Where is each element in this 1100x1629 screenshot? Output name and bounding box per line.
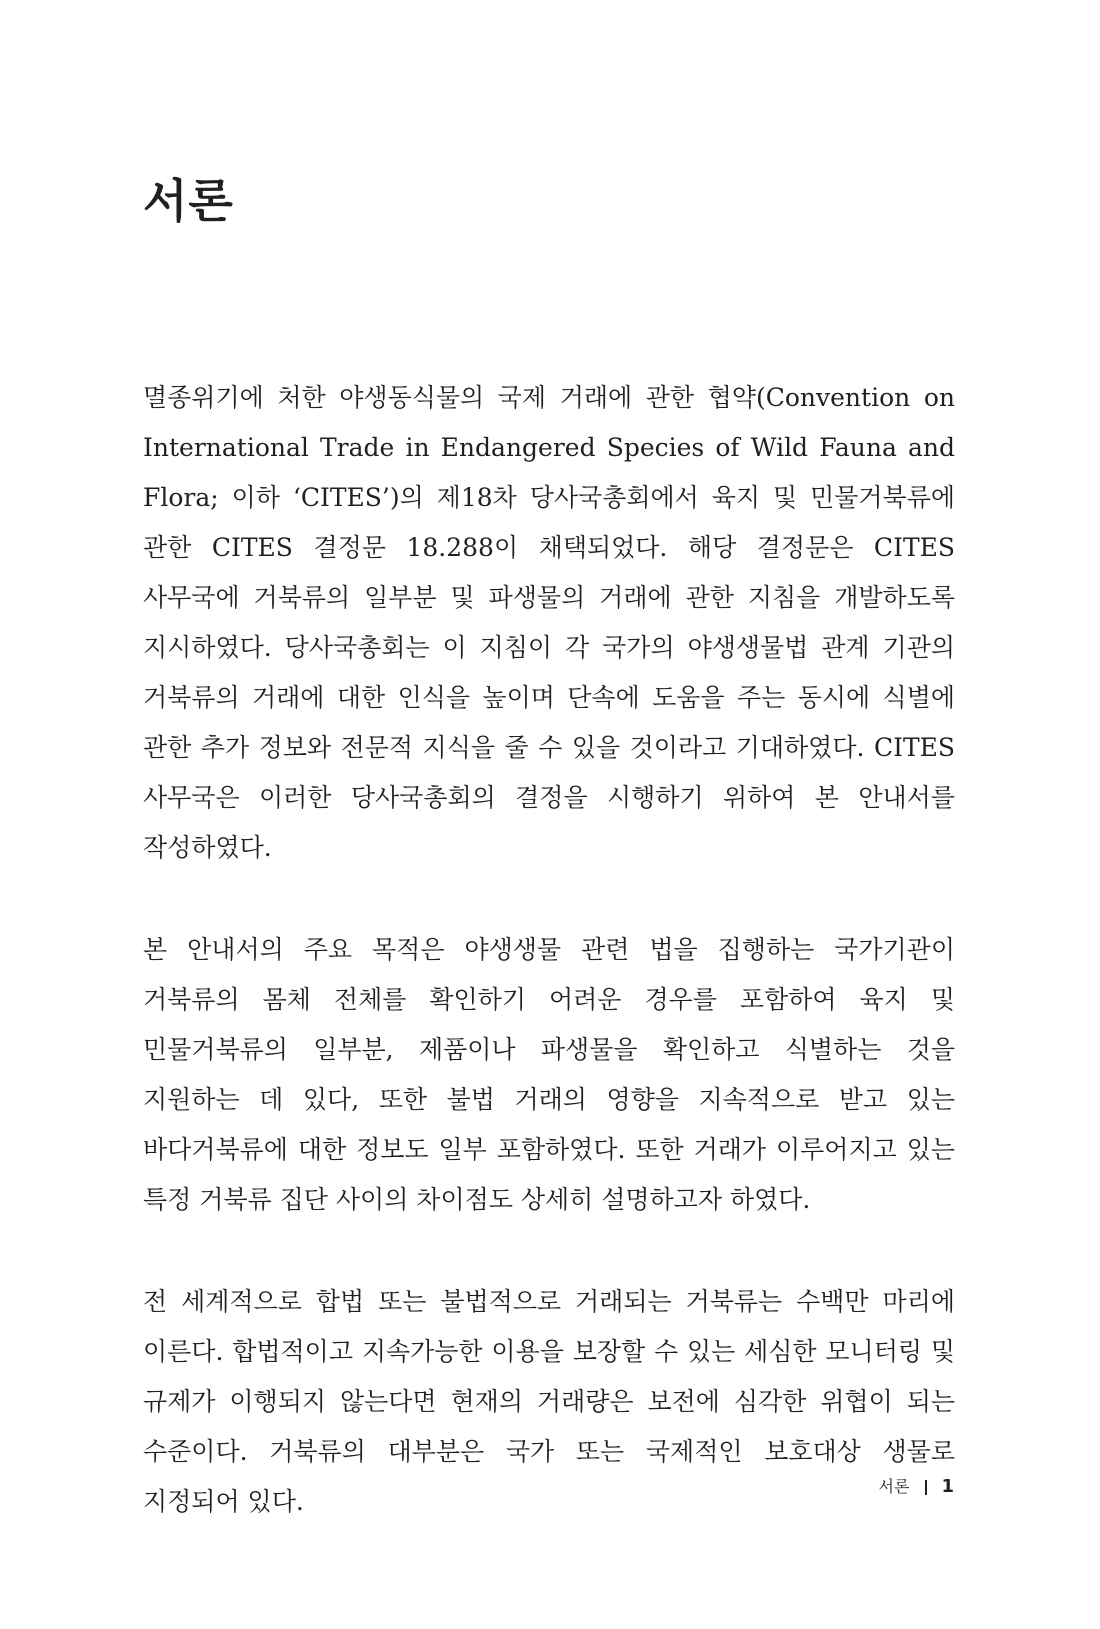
page-number: 1 [941,1476,954,1497]
paragraph-1: 멸종위기에 처한 야생동식물의 국제 거래에 관한 협약(Convention on International Trade in Endangered Species of Wild Fauna and Flora; 이하 ‘CITES’)의 제18차 당사국총회에서 육지 및 민물거북류에 관한 CITES 결정문 18.288이 채택되었다. 해당 결정문은 CITES 사무국에 거북류의 일부분 및 파생물의 거래에 관한 지침을 개발하도록 지시하였다. 당사국총회는 이 지침이 각 국가의 야생생물법 관계 기관의 거북류의 거래에 대한 인식을 높이며 단속에 도움을 주는 동시에 식별에 관한 추가 정보와 전문적 지식을 줄 수 있을 것이라고 기대하였다. CITES 사무국은 이러한 당사국총회의 결정을 시행하기 위하여 본 안내서를 작성하였다. [143,383,955,862]
paragraph-3: 전 세계적으로 합법 또는 불법적으로 거래되는 거북류는 수백만 마리에 이른다. 합법적이고 지속가능한 이용을 보장할 수 있는 세심한 모니터링 및 규제가 이행되지 않는다면 현재의 거래량은 보전에 심각한 위협이 되는 수준이다. 거북류의 대부분은 국가 또는 국제적인 보호대상 생물로 지정되어 있다. [143,1287,955,1516]
paragraph-2: 본 안내서의 주요 목적은 야생생물 관련 법을 집행하는 국가기관이 거북류의 몸체 전체를 확인하기 어려운 경우를 포함하여 육지 및 민물거북류의 일부분, 제품이나 파생물을 확인하고 식별하는 것을 지원하는 데 있다, 또한 불법 거래의 영향을 지속적으로 받고 있는 바다거북류에 대한 정보도 일부 포함하였다. 또한 거래가 이루어지고 있는 특정 거북류 집단 사이의 차이점도 상세히 설명하고자 하였다. [143,935,955,1214]
page-title: 서론 [143,174,234,228]
footer-divider [925,1480,927,1495]
footer-section-title: 서론 [878,1477,910,1496]
page-footer [879,1476,954,1498]
body-text [143,373,955,1527]
